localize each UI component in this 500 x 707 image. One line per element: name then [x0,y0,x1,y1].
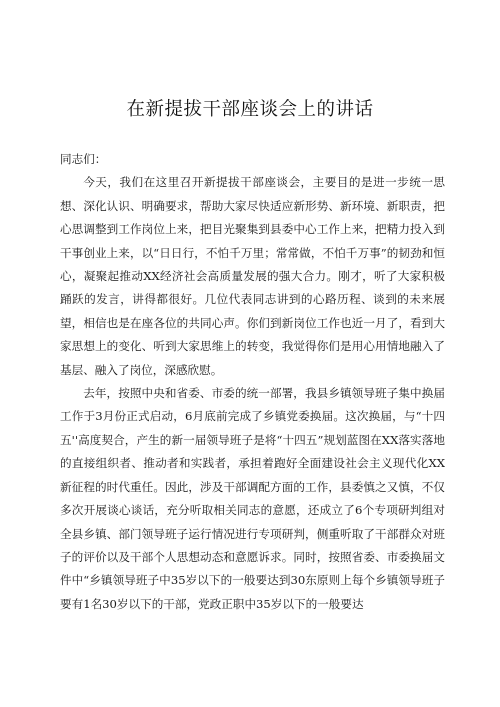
paragraph-1: 今天，我们在这里召开新提拔干部座谈会，主要目的是进一步统一思想、深化认识、明确要求，帮助大家尽快适应新形势、新环境、新职责，把心思调整到工作岗位上来，把目光聚集到县委中心工作上来，把精力投入到干事创业上来，以“日日行，不怕千万里；常常做，不怕千万事”的韧劲和恒心，凝聚起推动XX经济社会高质量发展的强大合力。刚才，听了大家积极踊跃的发言，讲得都很好。几位代表同志讲到的心路历程、谈到的未来展望，相信也是在座各位的共同心声。你们到新岗位工作也近一月了，看到大家思想上的变化、听到大家思维上的转变，我觉得你们是用心用情地融入了基层、融入了岗位，深感欣慰。 [60,175,445,377]
document-title: 在新提拔干部座谈会上的讲话 [126,99,374,120]
paragraph-2: 去年，按照中央和省委、市委的统一部署，我县乡镇领导班子集中换届工作于3月份正式启动，6月底前完成了乡镇党委换届。这次换届，与“十四五''高度契合，产生的新一届领导班子是将“十四五”规划蓝图在XX落实落地的直接组织者、推动者和实践者，承担着跑好全面建设社会主义现代化XX新征程的时代重任。因此，涉及干部调配方面的工作，县委慎之又慎，不仅多次开展谈心谈话，充分听取相关同志的意愿，还成立了6个专项研判组对全县乡镇、部门领导班子运行情况进行专项研判，侧重听取了干部群众对班子的评价以及干部个人思想动态和意愿诉求。同时，按照省委、市委换届文件中“乡镇领导班子中35岁以下的一般要达到30东原则上每个乡镇领导班子要有1名30岁以下的干部，党政正职中35岁以下的一般要达 [60,386,445,611]
document-body [60,148,445,616]
salutation: 同志们： [60,152,107,166]
